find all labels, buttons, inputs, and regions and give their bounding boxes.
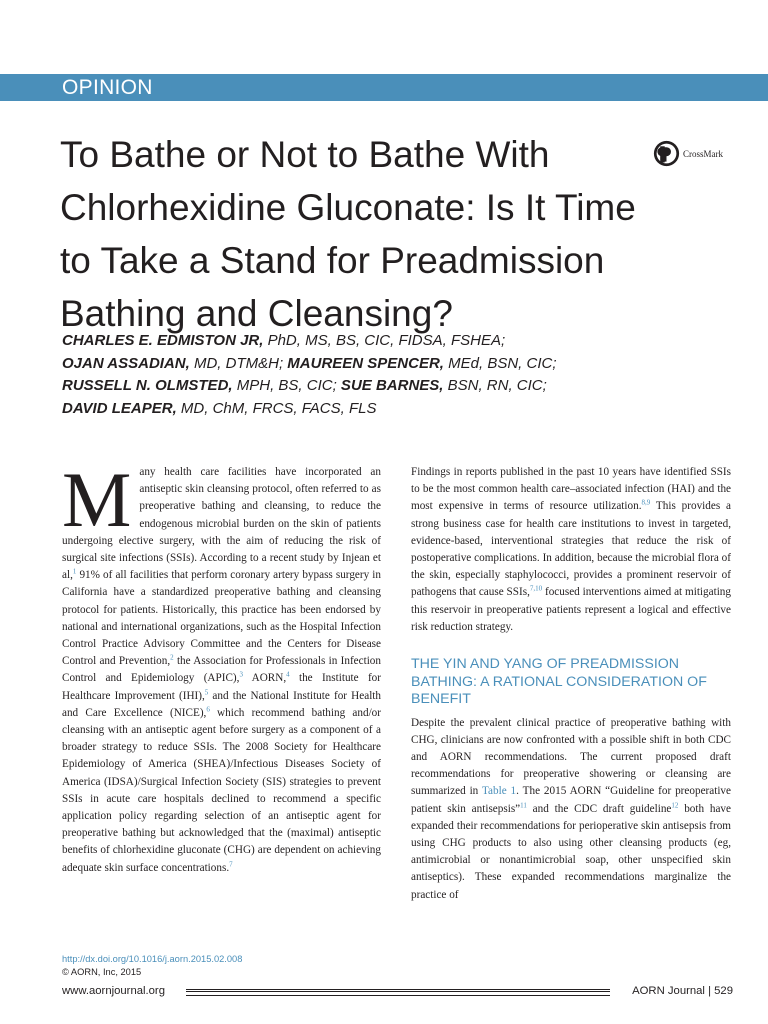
reference-link[interactable]: 3 <box>239 670 243 679</box>
title-line: Bathing and Cleansing? <box>60 293 453 334</box>
reference-link[interactable]: 5 <box>204 687 209 696</box>
title-line: to Take a Stand for Preadmission <box>60 240 605 281</box>
reference-link[interactable]: 11 <box>520 800 527 809</box>
body-text: and the National Institute for Health and Care Excellence (NICE), <box>62 689 381 719</box>
reference-link[interactable]: 1 <box>72 567 77 576</box>
journal-url[interactable]: www.aornjournal.org <box>62 985 165 997</box>
body-text: AORN, <box>242 672 287 685</box>
reference-link[interactable]: 2 <box>170 653 174 662</box>
body-text: 91% of all facilities that perform coronary artery bypass surgery in California have a standardized preoperative bathing and cleansing protocol for patients. Historically, this practice has been endorsed by national and international organizations, such as the Hospital Infection Control Practice Advisory Committee and the Centers for Disease Control and Prevention, <box>62 569 381 668</box>
author-credentials: MD, DTM&H; <box>189 354 284 372</box>
left-column <box>62 456 381 877</box>
body-text: focused interventions aimed at mitigating this reservoir in preoperative patients represent a logical and effective risk reduction strategy. <box>411 586 731 633</box>
author-name: CHARLES E. EDMISTON JR, <box>62 332 264 349</box>
drop-cap: M <box>62 456 132 543</box>
body-paragraph <box>62 456 381 877</box>
author-name: MAUREEN SPENCER, <box>283 354 444 372</box>
author-credentials: MPH, BS, CIC; <box>232 377 337 394</box>
right-column <box>411 464 731 904</box>
section-banner <box>0 74 768 101</box>
reference-link[interactable]: 12 <box>671 800 679 809</box>
author-name: RUSSELL N. OLMSTED, <box>62 377 233 394</box>
section-label: OPINION <box>62 76 153 99</box>
author-credentials: PhD, MS, BS, CIC, FIDSA, FSHEA; <box>263 332 506 349</box>
footer-rule <box>186 989 610 996</box>
body-text: This provides a strong business case for health care institutions to invest in targeted, evidence-based, interventional strategies that reduce the risk of postoperative complications. In addition, because the microbial flora of the skin, especially staphylococci, provides a prominent reservoir of pathogens that cause SSIs, <box>411 500 731 599</box>
body-text: the Institute for Healthcare Improvement (IHI), <box>62 672 381 702</box>
author-line <box>62 398 722 421</box>
reference-link[interactable]: 7 <box>229 859 233 868</box>
author-credentials: BSN, RN, CIC; <box>443 377 547 394</box>
author-name: SUE BARNES, <box>336 377 444 394</box>
table-link[interactable]: Table 1 <box>481 785 517 798</box>
author-credentials: MEd, BSN, CIC; <box>443 354 557 372</box>
article-title <box>60 128 660 340</box>
section-heading: THE YIN AND YANG OF PREADMISSION BATHING: A RATIONAL CONSIDERATION OF BENEFIT <box>411 656 707 708</box>
journal-page-number: AORN Journal | 529 <box>632 985 733 997</box>
body-paragraph <box>411 464 731 636</box>
body-text: Findings in reports published in the past 10 years have identified SSIs to be the most common health care–associated infection (HAI) and the most expensive in terms of resource utilization. <box>411 466 731 513</box>
body-paragraph <box>411 715 731 904</box>
body-text: and the CDC draft guideline <box>526 802 672 815</box>
reference-link[interactable]: 6 <box>206 705 210 714</box>
title-line: To Bathe or Not to Bathe With <box>60 134 550 175</box>
reference-link[interactable]: 8,9 <box>641 498 651 507</box>
author-credentials: MD, ChM, FRCS, FACS, FLS <box>176 399 377 417</box>
title-line: Chlorhexidine Gluconate: Is It Time <box>60 187 636 228</box>
body-text: both have expanded their recommendations for perioperative skin antisepsis from using CHG products to also using other cleansing products (eg, antimicrobial or nonantimicrobial soap, other unspecified skin antiseptics). These expanded recommendations marginalize the practice of <box>411 802 731 901</box>
doi-link[interactable]: http://dx.doi.org/10.1016/j.aorn.2015.02.008 <box>62 954 243 964</box>
author-line <box>62 353 722 376</box>
author-line <box>62 375 722 398</box>
body-text: any health care facilities have incorporated an antiseptic skin cleansing protocol, often referred to as preoperative bathing and cleansing, to reduce the endogenous microbial burden on the skin of patients undergoing elective surgery, with the aim of reducing the risk of surgical site infections (SSIs). According to a recent study by Injean et al, <box>62 466 381 582</box>
reference-link[interactable]: 4 <box>286 670 290 679</box>
author-list <box>62 330 722 420</box>
body-text: which recommend bathing and/or cleansing with an antiseptic agent before surgery as a component of a broader strategy to reduce SSIs. The 2008 Society for Healthcare Epidemiology of America (SHEA)/Infectious Diseases Society of America (IDSA)/Surgical Infection Society (SIS) strategies to prevent SSIs in acute care hospitals declined to recommend a specific application policy regarding selection of an antiseptic agent for preoperative bathing but acknowledged that the (maximal) antiseptic benefits of chlorhexidine gluconate (CHG) are dependent on achieving adequate skin surface concentrations. <box>62 706 381 874</box>
author-name: OJAN ASSADIAN, <box>62 354 190 372</box>
crossmark-badge[interactable] <box>653 140 723 167</box>
copyright-notice: © AORN, Inc, 2015 <box>62 967 142 977</box>
page-footer <box>62 983 733 1003</box>
body-text: . The 2015 AORN “Guideline for preoperative patient skin antisepsis” <box>411 785 731 815</box>
body-text: the Association for Professionals in Infection Control and Epidemiology (APIC), <box>62 655 381 685</box>
body-text: Despite the prevalent clinical practice of preoperative bathing with CHG, clinicians are now confronted with a possible shift in both CDC and AORN recommendations. The current proposed draft recommendations for preoperative showering or cleansing are summarized in <box>411 716 731 798</box>
author-line <box>62 330 722 353</box>
reference-link[interactable]: 7,10 <box>529 584 543 593</box>
crossmark-icon <box>653 140 680 167</box>
author-name: DAVID LEAPER, <box>62 399 177 417</box>
crossmark-label: CrossMark <box>683 148 723 159</box>
